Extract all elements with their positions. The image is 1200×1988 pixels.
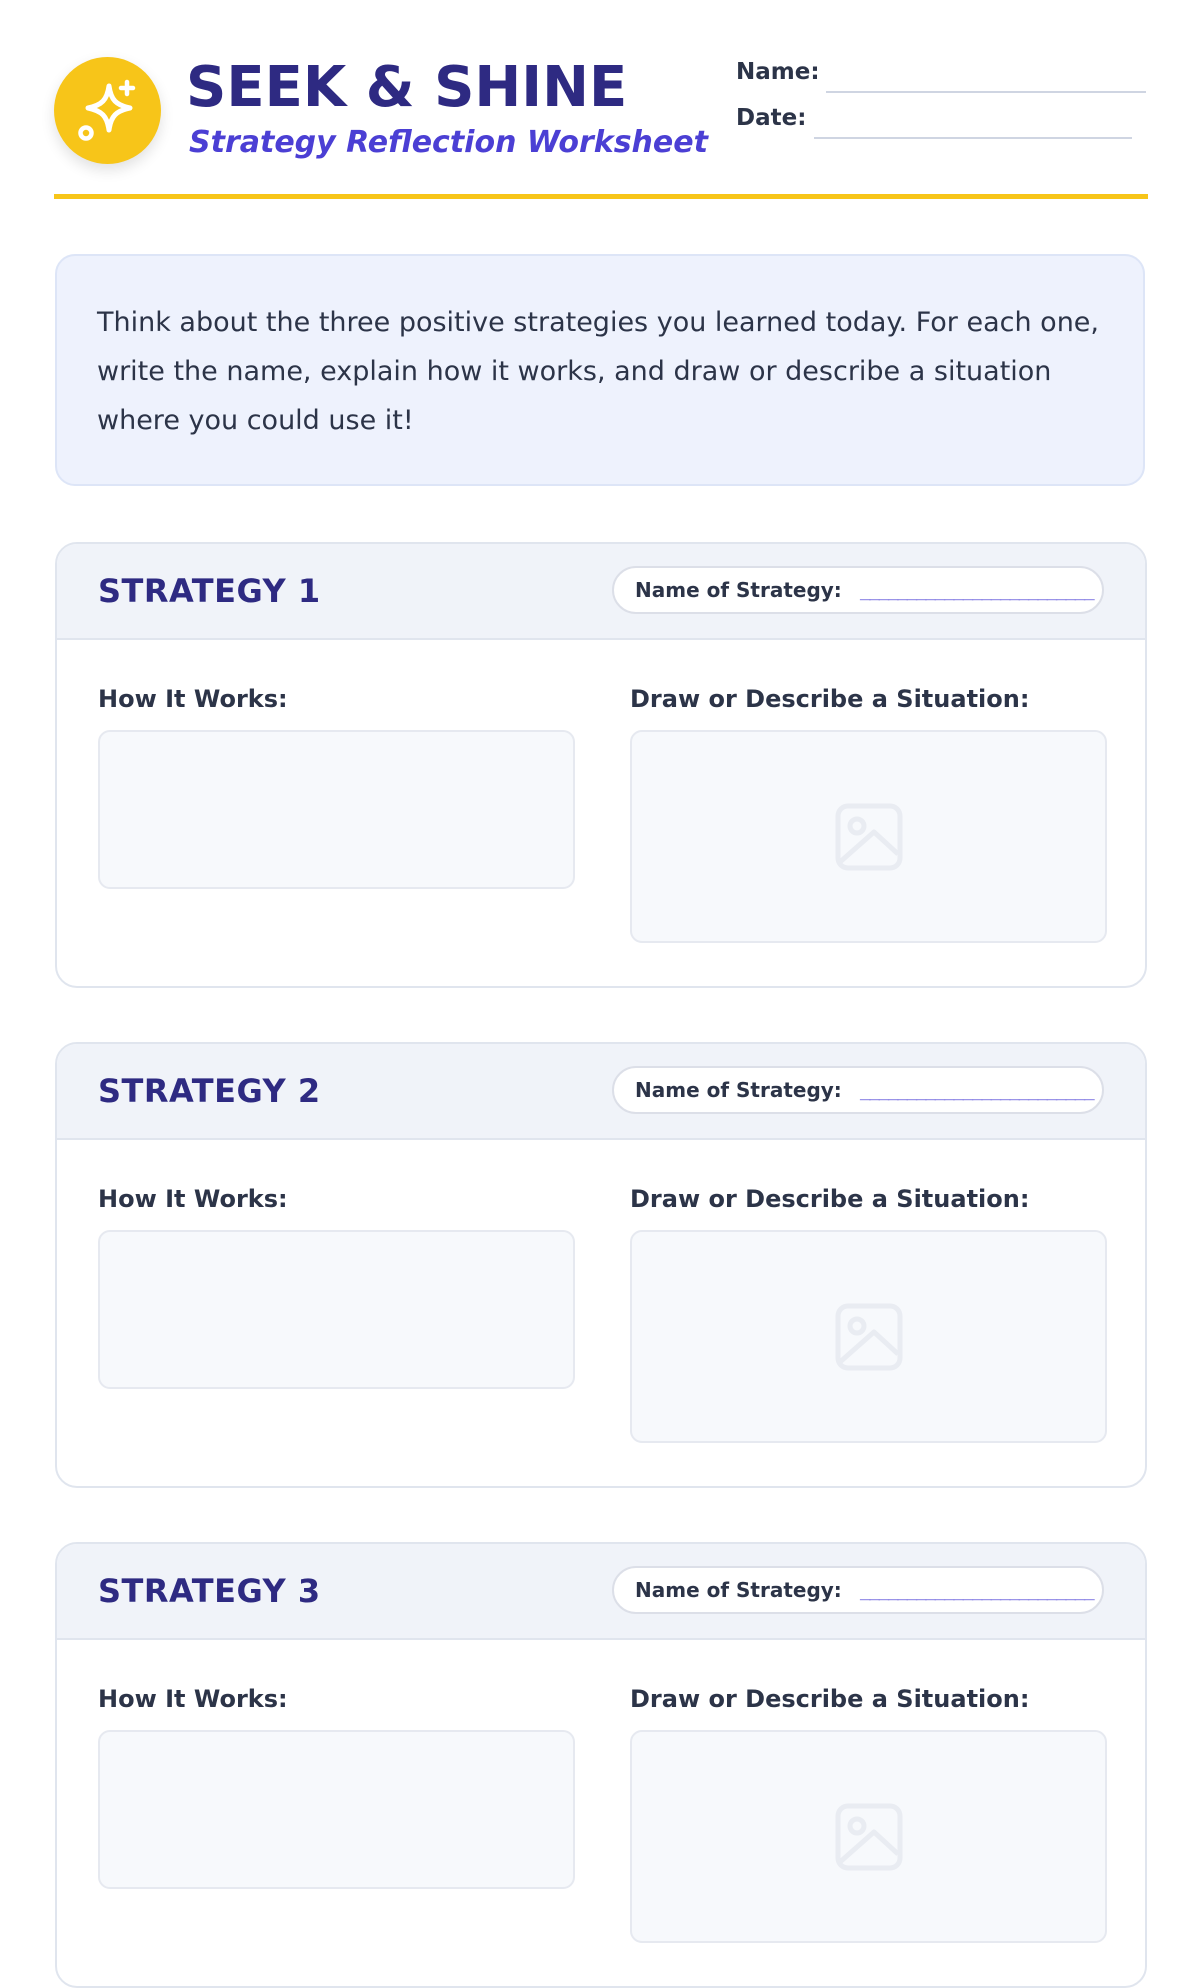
strategy-card-1: [55, 542, 1147, 988]
draw-describe-box[interactable]: [630, 1730, 1107, 1943]
draw-describe-box[interactable]: [630, 730, 1107, 943]
how-it-works-label: How It Works:: [98, 1185, 288, 1213]
how-it-works-label: How It Works:: [98, 1685, 288, 1713]
name-label: Name:: [736, 59, 820, 85]
strategy-name-blank[interactable]: _________________________: [859, 1579, 1094, 1601]
draw-describe-box[interactable]: [630, 1230, 1107, 1443]
instructions-text: Think about the three positive strategies you learned today. For each one, write the name, explain how it works, and draw or describe a situation where you could use it!: [97, 307, 1100, 436]
strategy-name-field[interactable]: [612, 1566, 1104, 1614]
how-it-works-box[interactable]: [98, 1730, 575, 1889]
strategy-card-3: [55, 1542, 1147, 1988]
draw-describe-label: Draw or Describe a Situation:: [630, 1685, 1030, 1713]
draw-describe-label: Draw or Describe a Situation:: [630, 685, 1030, 713]
strategy-header: [57, 1044, 1145, 1140]
logo-badge: [54, 57, 161, 164]
instructions-box: [55, 254, 1145, 486]
sparkles-icon: [75, 78, 141, 144]
draw-describe-label: Draw or Describe a Situation:: [630, 1185, 1030, 1213]
strategy-name-label: Name of Strategy:: [635, 1078, 842, 1102]
strategy-name-blank[interactable]: _________________________: [859, 579, 1094, 601]
strategy-header: [57, 544, 1145, 640]
strategy-card-2: [55, 1042, 1147, 1488]
header-divider: [54, 194, 1148, 199]
name-field-line[interactable]: [826, 91, 1146, 93]
worksheet-subtitle: Strategy Reflection Worksheet: [189, 125, 708, 160]
strategy-title: STRATEGY 2: [98, 1072, 321, 1110]
worksheet-header: [54, 57, 1147, 197]
strategy-name-field[interactable]: [612, 566, 1104, 614]
image-placeholder-icon: [834, 1802, 904, 1872]
date-field-line[interactable]: [814, 137, 1132, 139]
image-placeholder-icon: [834, 1302, 904, 1372]
how-it-works-box[interactable]: [98, 1230, 575, 1389]
strategy-name-blank[interactable]: _________________________: [859, 1079, 1094, 1101]
date-label: Date:: [736, 105, 807, 131]
how-it-works-label: How It Works:: [98, 685, 288, 713]
strategy-header: [57, 1544, 1145, 1640]
strategy-name-label: Name of Strategy:: [635, 578, 842, 602]
strategy-title: STRATEGY 1: [98, 572, 321, 610]
strategy-name-field[interactable]: [612, 1066, 1104, 1114]
strategy-title: STRATEGY 3: [98, 1572, 321, 1610]
worksheet-title: SEEK & SHINE: [186, 55, 628, 120]
strategy-name-label: Name of Strategy:: [635, 1578, 842, 1602]
how-it-works-box[interactable]: [98, 730, 575, 889]
image-placeholder-icon: [834, 802, 904, 872]
